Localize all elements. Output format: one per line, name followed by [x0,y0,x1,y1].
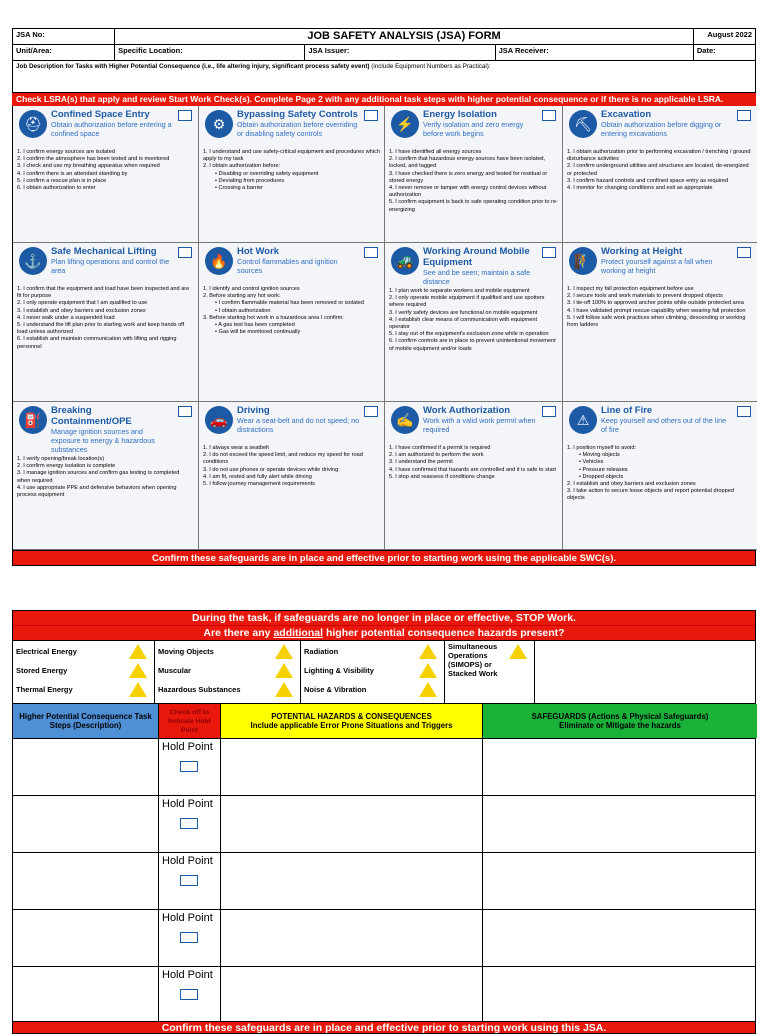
jsa-page-1 [12,28,756,566]
hold-point-cell [159,910,221,966]
card-subtitle: Wear a seat-belt and do not speed; no distractions [237,416,360,434]
safeguard-cell[interactable] [483,967,757,1021]
card-subtitle: Plan lifting operations and control the area [51,257,170,275]
hazard-cell[interactable] [221,967,483,1021]
lsra-checkbox[interactable] [364,406,378,417]
card-item: 6. I obtain authorization to enter [17,185,96,192]
hazard-cell[interactable] [221,739,483,795]
lsra-checkbox[interactable] [542,406,556,417]
card-item: 4. I never remove or tamper with energy control devices without authorization [389,185,547,199]
card-item: • Dropped objects [579,474,753,481]
card-item: 2. I confirm energy isolation is complete [17,463,116,470]
task-step-cell[interactable] [13,796,159,852]
card-item: 1. I obtain authorization prior to performing excavation / trenching / ground disturbance activities [567,149,751,163]
task-steps-header: Higher Potential Consequence Task Steps (Description) [13,704,159,738]
hazard-label: Radiation [304,647,339,656]
excavation-icon: ⛏ [569,110,597,138]
card-item: 1. I inspect my fall protection equipment before use [567,286,694,292]
card-subtitle: Obtain authorization before digging or entering excavations [601,120,722,138]
card-item: 3. I verify safety devices are functional on mobile equipment [389,309,538,316]
issuer-field[interactable]: JSA Issuer: [305,45,495,61]
task-table-header [13,703,755,738]
job-description-field[interactable] [12,61,756,93]
hold-point-checkbox[interactable] [180,989,198,1000]
hazard-item[interactable] [304,642,441,661]
card-item: 3. I manage ignition sources and confirm gas testing is completed when required [17,470,180,484]
hazard-column [155,641,301,703]
card-item: 1. I understand and use safety-critical equipment and procedures which apply to my task [203,149,380,163]
card-title: Excavation [601,109,652,120]
card-item: 1. I confirm energy sources are isolated [17,149,115,155]
card-item: 4. I establish clear means of communication with equipment operator [389,316,537,331]
card-item: 3. Before starting hot work in a hazardous area I confirm: [203,314,344,321]
lsra-card [199,402,385,550]
hold-point-cell [159,796,221,852]
card-item: 1. I verify opening/break location(s) [17,456,105,462]
jsa-no-label: JSA No: [13,29,115,45]
hazard-checklist [13,640,755,703]
card-subtitle: Obtain authorization before overriding or disabling safety controls [237,120,358,138]
hazard-warning-icon [129,663,147,678]
safeguard-cell[interactable] [483,796,757,852]
card-item: • Crossing a barrier [215,185,380,192]
card-item: 2. Before starting any hot work: [203,293,281,300]
lsra-checkbox[interactable] [364,110,378,121]
jsa-page-2 [12,610,756,1034]
card-item: 5. I will follow safe work practices when climbing, descending or working from ladders [567,314,746,329]
task-row [13,795,755,852]
additional-hazards-question: Are there any additional higher potential consequence hazards present? [13,625,755,640]
card-title: Working Around Mobile Equipment [423,246,530,268]
card-title: Breaking Containment/OPE [51,405,132,427]
hold-point-label: Hold Point [162,912,213,924]
card-item: 5. I stop and reassess if conditions change [389,473,495,480]
card-item: 3. I establish and obey barriers and exclusion zones [17,307,146,314]
card-item: • Vehicles [579,459,753,466]
hazard-column-empty [535,641,757,703]
hazard-warning-icon [129,682,147,697]
hazard-column [301,641,445,703]
card-item: 3. I do not use phones or operate devices while driving [203,466,339,473]
hold-point-label: Hold Point [162,798,213,810]
hazard-label: Simultaneous Operations (SIMOPS) or Stacked Work [448,642,498,678]
hazard-item[interactable] [16,642,151,661]
card-item: 2. I confirm that hazardous energy sources have been isolated, locked, and tagged [389,156,546,170]
hold-point-cell [159,853,221,909]
hazard-item[interactable] [16,661,151,680]
safeguard-cell[interactable] [483,910,757,966]
safeguards-header: SAFEGUARDS (Actions & Physical Safeguards) Eliminate or Mitigate the hazards [483,704,757,738]
form-title: JOB SAFETY ANALYSIS (JSA) FORM [115,29,694,45]
confirm-jsa-bar: Confirm these safeguards are in place and effective prior to starting work using this JSA. [13,1021,755,1033]
card-item: 2. I am authorized to perform the work [389,452,484,459]
lsra-checkbox[interactable] [737,110,751,121]
card-item: • Deviating from procedures [215,178,380,185]
card-item: • I confirm flammable material has been removed or isolated [215,300,380,307]
lsra-checkbox[interactable] [737,247,751,258]
task-step-cell[interactable] [13,739,159,795]
card-item: • A gas test has been completed [215,322,380,329]
lsra-card [199,243,385,402]
card-item: 1. I always wear a seatbelt [203,445,269,451]
card-item: 4. I monitor for changing conditions and exit as appropriate [567,185,713,192]
hold-point-label: Hold Point [162,741,213,753]
card-title: Bypassing Safety Controls [237,109,358,120]
card-item: 3. I have checked there is zero energy and tested for residual or stored energy [389,170,548,184]
lsra-checkbox[interactable] [542,247,556,258]
card-item: 2. I confirm the atmosphere has been tested and is monitored [17,156,170,163]
lsra-checkbox[interactable] [364,247,378,258]
hazard-label: Hazardous Substances [158,685,241,694]
hazard-item[interactable] [16,680,151,699]
hazard-label: Thermal Energy [16,685,73,694]
card-item: 2. I only operate equipment that I am qualified to use [17,300,148,307]
card-item: 4. I have confirmed that hazards are controlled and it is safe to start [389,466,556,473]
task-row [13,738,755,795]
hold-point-checkbox[interactable] [180,818,198,829]
card-title: Hot Work [237,246,280,257]
card-item: 1. I have identified all energy sources [389,149,482,155]
task-step-cell[interactable] [13,967,159,1021]
hazard-warning-icon [275,663,293,678]
hazard-warning-icon [419,644,437,659]
confined-space-icon: ⛑ [19,110,47,138]
hold-point-label: Hold Point [162,969,213,981]
lifting-icon: ⚓ [19,247,47,275]
lsra-card [563,106,757,243]
card-item: • Disabling or overriding safety equipment [215,171,380,178]
card-title: Driving [237,405,270,416]
lsra-checkbox[interactable] [178,406,192,417]
hazard-label: Muscular [158,666,191,675]
lsra-card [563,402,757,550]
location-field[interactable]: Specific Location: [115,45,305,61]
hazard-warning-icon [419,663,437,678]
card-item: 4. I am fit, rested and fully alert while driving [203,473,312,480]
hazard-column [445,641,535,703]
hazard-cell[interactable] [221,796,483,852]
card-subtitle: Obtain authorization before entering a confined space [51,120,172,138]
lsra-checkbox[interactable] [178,247,192,258]
hold-point-cell [159,967,221,1021]
hazard-label: Moving Objects [158,647,214,656]
card-title: Work Authorization [423,405,511,416]
hazard-label: Electrical Energy [16,647,77,656]
confirm-swc-bar: Confirm these safeguards are in place and effective prior to starting work using the applicable SWC(s). [12,551,756,566]
card-item: 3. I tie-off 100% to approved anchor points while outside protected area [567,300,744,307]
task-step-cell[interactable] [13,853,159,909]
hazard-cell[interactable] [221,853,483,909]
hazards-header: POTENTIAL HAZARDS & CONSEQUENCES Include applicable Error Prone Situations and Triggers [221,704,483,738]
flame-icon: 🔥 [205,247,233,275]
containment-icon: ⛽ [19,406,47,434]
hazard-warning-icon [275,644,293,659]
task-row [13,966,755,1021]
lsra-card [385,106,563,243]
card-item: 2. I secure tools and work materials to prevent dropped objects [567,293,723,300]
bypass-controls-icon: ⚙ [205,110,233,138]
driving-icon: 🚗 [205,406,233,434]
hazard-cell[interactable] [221,910,483,966]
hazard-warning-icon [509,644,527,659]
task-step-cell[interactable] [13,910,159,966]
card-item: 2. I obtain authorization before: [203,163,281,170]
card-subtitle: Manage ignition sources and exposure to energy & hazardous substances [51,427,155,454]
card-item: 4. I confirm there is an attendant standing by [17,170,128,177]
card-item: 3. I take action to secure loose objects and report potential dropped objects [567,488,734,502]
card-item: 3. I confirm hazard controls and confined space entry as required [567,177,729,184]
card-item: 1. I identify and control ignition sources [203,286,300,292]
lsra-card [385,402,563,550]
card-title: Safe Mechanical Lifting [51,246,157,257]
authorization-icon: ✍ [391,406,419,434]
lsra-instruction-bar: Check LSRA(s) that apply and review Start Work Check(s). Complete Page 2 with any additional task steps with higher potential consequence or if there is no applicable LSRA. [12,93,756,106]
hazard-column [13,641,155,703]
line-of-fire-icon: ⚠ [569,406,597,434]
hazard-warning-icon [129,644,147,659]
card-item: 1. I position myself to avoid: [567,445,637,451]
hold-point-header: Check off to Indicate Hold Point [159,704,221,738]
lsra-card [13,106,199,243]
card-item: • Moving objects [579,452,753,459]
lsra-card [199,106,385,243]
card-item: 3. I check and use my breathing apparatus when required [17,163,160,170]
task-row [13,852,755,909]
safeguard-cell[interactable] [483,853,757,909]
lsra-checkbox[interactable] [737,406,751,417]
lsra-card [13,402,199,550]
lsra-card-grid [12,106,756,551]
card-item: 1. I have confirmed if a permit is required [389,445,491,451]
height-icon: 🧗 [569,247,597,275]
hazard-label: Lighting & Visibility [304,666,374,675]
hazard-item[interactable] [158,642,297,661]
revision-date: August 2022 [693,29,755,45]
card-item: 6. I confirm controls are in place to prevent unintentional movement of mobile equipment and/or loads [389,338,556,352]
card-item: 5. I confirm equipment is back to safe operating condition prior to re-energizing [389,199,558,213]
hold-point-checkbox[interactable] [180,932,198,943]
lsra-checkbox[interactable] [178,110,192,121]
card-item: 3. I understand the permit [389,459,453,466]
card-item: 4. I use appropriate PPE and defensive behaviors when opening process equipment [17,484,177,499]
task-row [13,909,755,966]
card-item: 5. I confirm a rescue plan is in place [17,177,107,184]
hazard-warning-icon [419,682,437,697]
hold-point-checkbox[interactable] [180,875,198,886]
hazard-item[interactable] [304,661,441,680]
card-subtitle: Keep yourself and others out of the line of fire [601,416,727,434]
card-title: Energy Isolation [423,109,497,120]
card-title: Line of Fire [601,405,653,416]
card-subtitle: Work with a valid work permit when required [423,416,536,434]
card-item: 4. I never walk under a suspended load [17,314,115,321]
hazard-label: Stored Energy [16,666,68,675]
card-item: 5. I understand the lift plan prior to starting work and keep hands off load unless authorized [17,322,185,336]
card-item: 1. I plan work to separate workers and mobile equipment [389,288,530,294]
card-item: 5. I follow journey management requirements [203,481,315,488]
card-title: Confined Space Entry [51,109,150,120]
card-item: 2. I do not exceed the speed limit, and reduce my speed for road conditions [203,452,363,466]
hazard-item[interactable] [158,680,297,699]
job-desc-note: (include Equipment Numbers as Practical): [369,63,491,70]
hold-point-cell [159,739,221,795]
header-table [12,28,756,61]
hazard-item[interactable] [448,642,531,678]
card-title: Working at Height [601,246,683,257]
lsra-card [563,243,757,402]
card-item: • Gas will be monitored continually [215,329,380,336]
card-item: 5. I stay out of the equipment's exclusion zone while in operation [389,331,549,338]
card-item: 1. I confirm that the equipment and load have been inspected and are fit for purpose [17,286,190,300]
card-item: 2. I establish and obey barriers and exclusion zones [567,481,696,488]
safeguard-cell[interactable] [483,739,757,795]
card-item: 6. I establish and maintain communication with lifting and rigging personnel [17,336,177,350]
card-item: 2. I confirm underground utilities and structures are located, de-energized or protected [567,163,749,177]
card-subtitle: Control flammables and ignition sources [237,257,338,275]
card-subtitle: Verify isolation and zero energy before work begins [423,120,524,138]
card-subtitle: Protect yourself against a fall when working at height [601,257,713,275]
hold-point-label: Hold Point [162,855,213,867]
stop-work-banner: During the task, if safeguards are no longer in place or effective, STOP Work. [13,611,755,625]
lsra-card [13,243,199,402]
hazard-label: Noise & Vibration [304,685,367,694]
mobile-equipment-icon: 🚜 [391,247,419,275]
date-field[interactable]: Date: [693,45,755,61]
hold-point-checkbox[interactable] [180,761,198,772]
hazard-item[interactable] [304,680,441,699]
energy-isolation-icon: ⚡ [391,110,419,138]
card-item: 4. I have validated prompt rescue capability when wearing fall protection [567,307,746,314]
lsra-checkbox[interactable] [542,110,556,121]
card-item: 2. I only operate mobile equipment if qualified and use spotters where required [389,295,545,309]
unit-area-field[interactable]: Unit/Area: [13,45,115,61]
card-item: • I obtain authorization [215,308,380,315]
hazard-item[interactable] [158,661,297,680]
card-item: • Pressure releases [579,467,753,474]
task-rows [13,738,755,1021]
hazard-warning-icon [275,682,293,697]
lsra-card [385,243,563,402]
job-desc-label: Job Description for Tasks with Higher Potential Consequence (i.e., life altering injury, significant process safety event) [16,63,370,70]
card-subtitle: See and be seen; maintain a safe distance [423,268,531,286]
receiver-field[interactable]: JSA Receiver: [495,45,693,61]
